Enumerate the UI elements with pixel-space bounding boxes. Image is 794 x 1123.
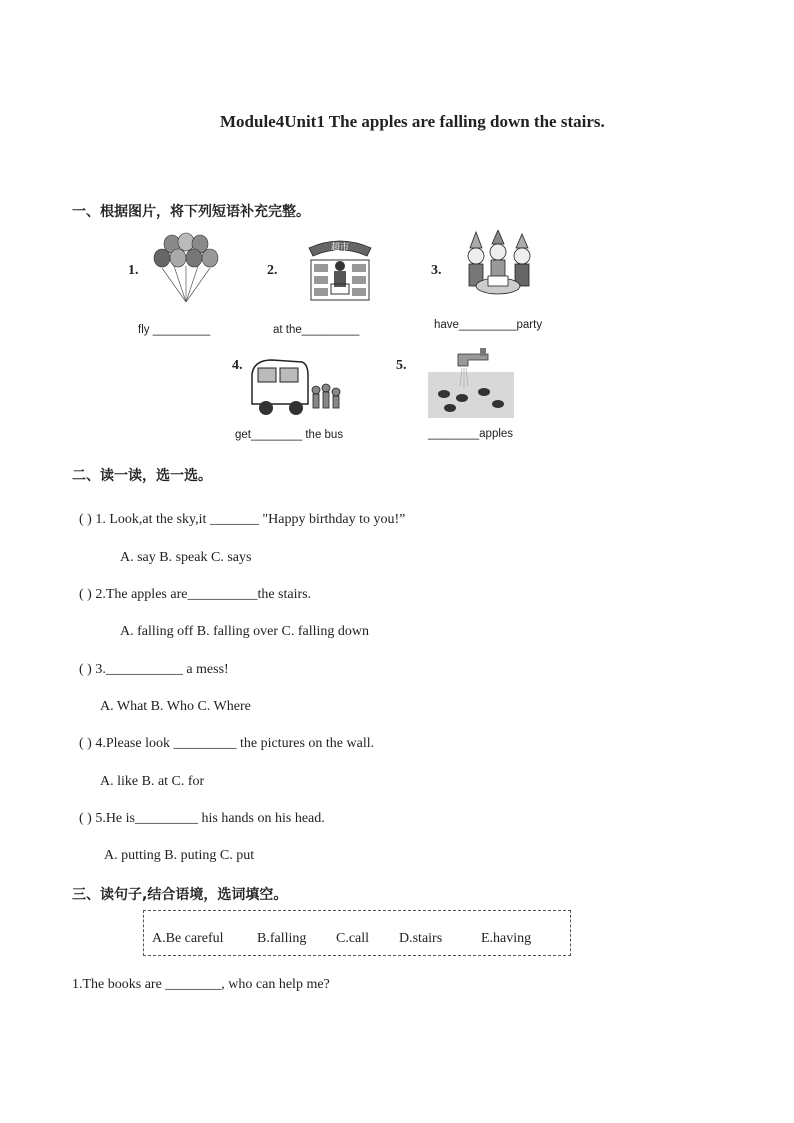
picture-4-number: 4. <box>232 358 243 373</box>
picture-1-number: 1. <box>128 263 139 278</box>
picture-4-caption: get________ the bus <box>235 429 344 441</box>
question-2: ( ) 2.The apples are__________the stairs. <box>79 587 312 602</box>
word-option-b: B.falling <box>257 931 307 946</box>
section-2-heading: 二、读一读，选一选。 <box>72 468 212 484</box>
picture-3-number: 3. <box>431 263 442 278</box>
picture-1-caption: fly _________ <box>138 324 211 336</box>
fill-sentence-1: 1.The books are ________, who can help me? <box>72 977 330 992</box>
picture-5-number: 5. <box>396 358 407 373</box>
question-5-options: A. putting B. puting C. put <box>104 848 255 863</box>
picture-3-caption: have_________party <box>434 319 543 331</box>
section-1-heading: 一、根据图片，将下列短语补充完整。 <box>72 204 310 220</box>
supermarket-icon <box>303 234 377 304</box>
question-1: ( ) 1. Look,at the sky,it _______ "Happy birthday to you!” <box>79 512 406 527</box>
word-option-d: D.stairs <box>399 931 443 946</box>
word-option-c: C.call <box>336 931 370 946</box>
word-option-e: E.having <box>481 931 532 946</box>
washing-apples-icon <box>428 346 514 418</box>
picture-5-caption: ________apples <box>428 428 514 440</box>
question-5: ( ) 5.He is_________ his hands on his head. <box>79 811 325 826</box>
question-4: ( ) 4.Please look _________ the pictures on the wall. <box>79 736 375 751</box>
picture-2-caption: at the_________ <box>273 324 360 336</box>
bus-icon <box>248 354 344 420</box>
birthday-party-icon <box>460 230 536 302</box>
section-3-heading: 三、读句子,结合语境，选词填空。 <box>72 887 288 903</box>
word-option-a: A.Be careful <box>152 931 224 946</box>
word-bank-box <box>143 910 571 956</box>
balloons-icon <box>150 232 222 304</box>
page-title: Module4Unit1 The apples are falling down the stairs. <box>220 112 605 131</box>
picture-2-number: 2. <box>267 263 278 278</box>
supermarket-sign: 超市 <box>331 243 350 253</box>
question-3-options: A. What B. Who C. Where <box>100 699 251 714</box>
question-2-options: A. falling off B. falling over C. falling down <box>120 624 369 639</box>
question-3: ( ) 3.___________ a mess! <box>79 662 229 677</box>
question-4-options: A. like B. at C. for <box>100 774 205 789</box>
question-1-options: A. say B. speak C. says <box>120 550 252 565</box>
